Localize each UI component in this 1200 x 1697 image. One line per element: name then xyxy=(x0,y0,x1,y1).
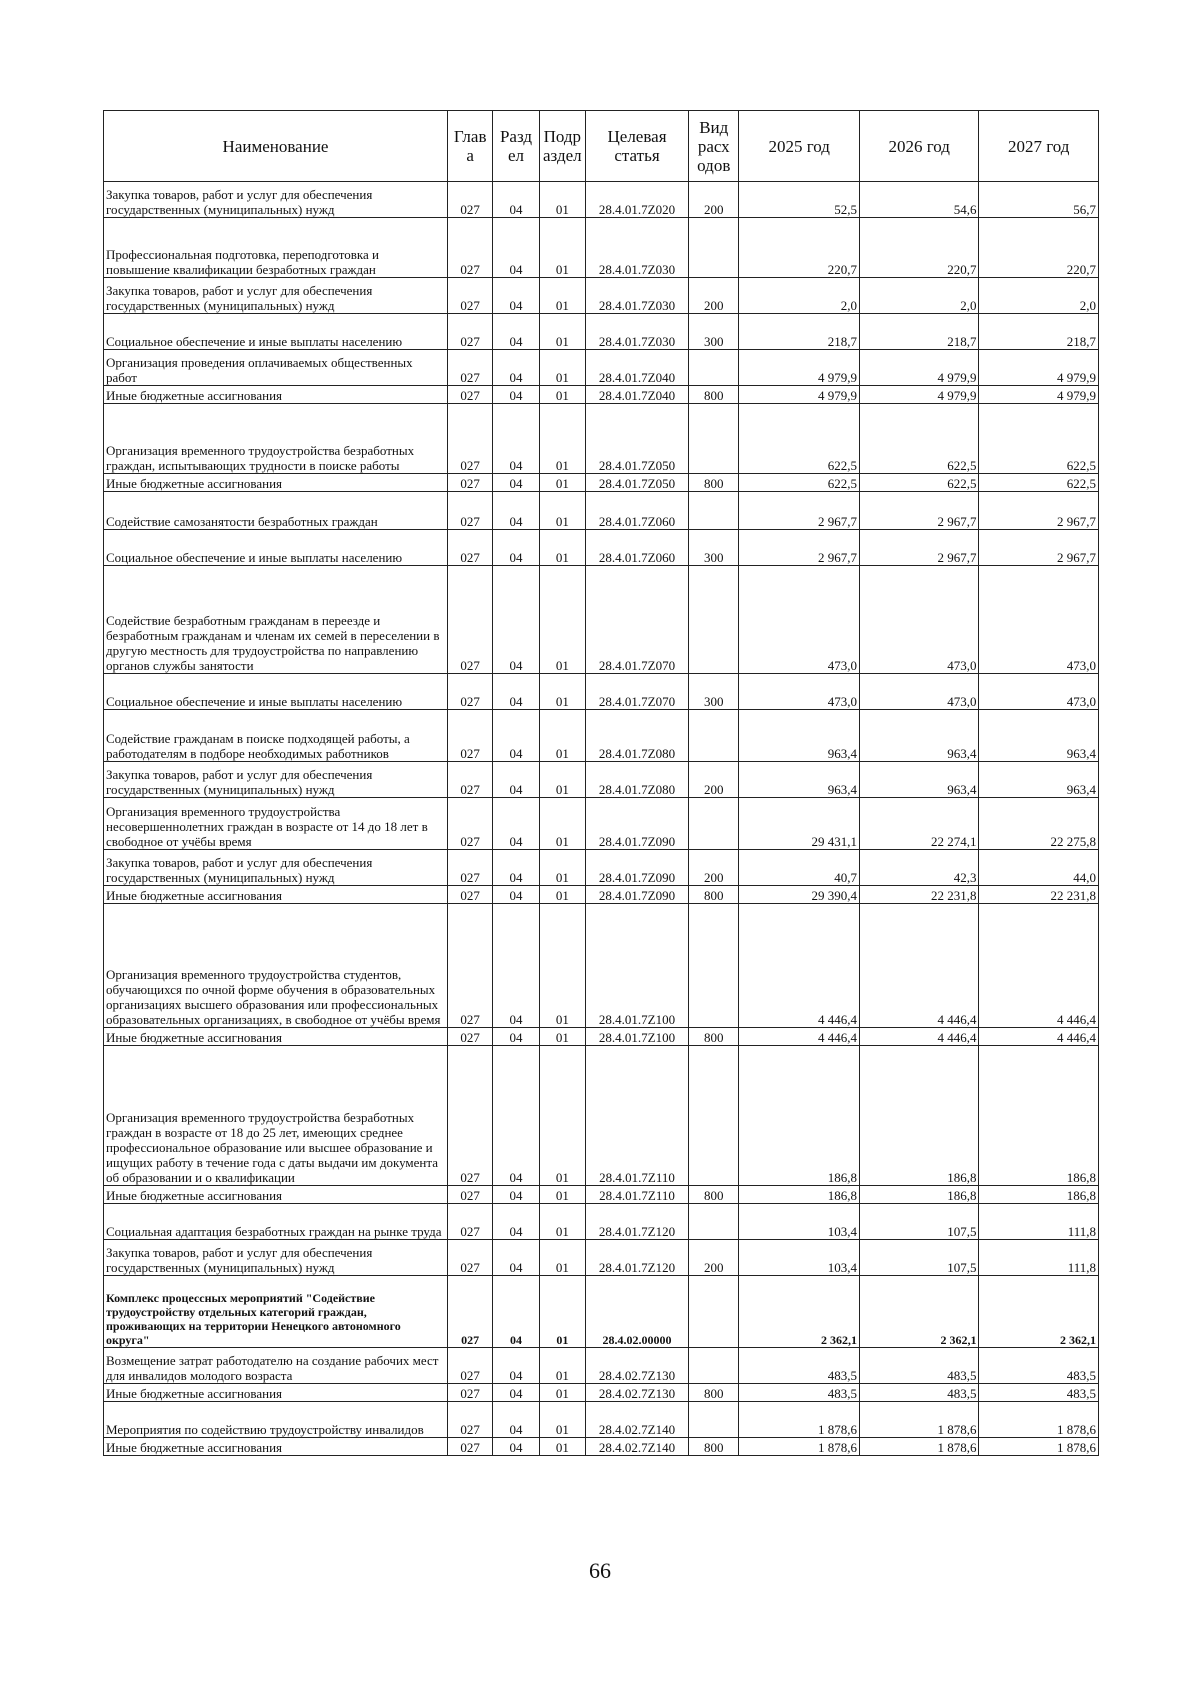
col-header-vid: Вид расх одов xyxy=(689,111,739,182)
row-vid: 200 xyxy=(689,278,739,314)
row-razdel: 04 xyxy=(493,850,539,886)
row-glava: 027 xyxy=(448,492,493,530)
row-name: Мероприятия по содействию трудоустройству инвалидов xyxy=(104,1402,448,1438)
table-row xyxy=(104,386,1099,404)
row-glava: 027 xyxy=(448,278,493,314)
row-razdel: 04 xyxy=(493,386,539,404)
table-row xyxy=(104,566,1099,674)
row-name: Иные бюджетные ассигнования xyxy=(104,1438,448,1456)
row-value-2027: 622,5 xyxy=(979,404,1099,474)
row-vid xyxy=(689,710,739,762)
row-name: Иные бюджетные ассигнования xyxy=(104,886,448,904)
row-value-2025: 103,4 xyxy=(739,1204,860,1240)
row-value-2025: 186,8 xyxy=(739,1046,860,1186)
table-row xyxy=(104,182,1099,218)
table-row xyxy=(104,886,1099,904)
row-value-2027: 483,5 xyxy=(979,1384,1099,1402)
row-podrazdel: 01 xyxy=(539,904,585,1028)
row-name: Иные бюджетные ассигнования xyxy=(104,1384,448,1402)
col-header-2027: 2027 год xyxy=(979,111,1099,182)
table-row xyxy=(104,1204,1099,1240)
row-name: Содействие безработным гражданам в переезде и безработным гражданам и членам их семей в переселении в другую местность для трудоустройства по направлению органов службы занятости xyxy=(104,566,448,674)
row-glava: 027 xyxy=(448,1204,493,1240)
row-vid: 800 xyxy=(689,1438,739,1456)
row-name: Организация временного трудоустройства несовершеннолетних граждан в возрасте от 14 до 18 лет в свободное от учёбы время xyxy=(104,798,448,850)
row-razdel: 04 xyxy=(493,1402,539,1438)
row-value-2027: 22 275,8 xyxy=(979,798,1099,850)
table-row xyxy=(104,1028,1099,1046)
table-row xyxy=(104,278,1099,314)
row-value-2025: 483,5 xyxy=(739,1348,860,1384)
row-value-2027: 220,7 xyxy=(979,218,1099,278)
row-target: 28.4.01.7Z030 xyxy=(586,278,689,314)
row-name: Закупка товаров, работ и услуг для обеспечения государственных (муниципальных) нужд xyxy=(104,1240,448,1276)
row-podrazdel: 01 xyxy=(539,1186,585,1204)
table-row xyxy=(104,474,1099,492)
table-row xyxy=(104,1438,1099,1456)
row-razdel: 04 xyxy=(493,1046,539,1186)
row-name: Организация временного трудоустройства безработных граждан в возрасте от 18 до 25 лет, имеющих среднее профессиональное образование или высшее образование и ищущих работу в течение года с даты выдачи им документа об образовании и о квалификации xyxy=(104,1046,448,1186)
row-vid: 200 xyxy=(689,762,739,798)
row-value-2027: 186,8 xyxy=(979,1046,1099,1186)
row-value-2025: 473,0 xyxy=(739,566,860,674)
col-header-2025: 2025 год xyxy=(739,111,860,182)
row-target: 28.4.02.00000 xyxy=(586,1276,689,1348)
row-value-2026: 2 362,1 xyxy=(859,1276,978,1348)
row-value-2026: 473,0 xyxy=(859,674,978,710)
row-podrazdel: 01 xyxy=(539,850,585,886)
row-vid: 300 xyxy=(689,674,739,710)
row-podrazdel: 01 xyxy=(539,1046,585,1186)
row-razdel: 04 xyxy=(493,1028,539,1046)
row-name: Социальное обеспечение и иные выплаты населению xyxy=(104,314,448,350)
table-row xyxy=(104,674,1099,710)
row-value-2027: 473,0 xyxy=(979,674,1099,710)
row-razdel: 04 xyxy=(493,1384,539,1402)
row-razdel: 04 xyxy=(493,674,539,710)
row-value-2026: 4 446,4 xyxy=(859,904,978,1028)
row-glava: 027 xyxy=(448,350,493,386)
table-row xyxy=(104,850,1099,886)
row-value-2025: 218,7 xyxy=(739,314,860,350)
row-podrazdel: 01 xyxy=(539,1402,585,1438)
row-podrazdel: 01 xyxy=(539,218,585,278)
row-name: Иные бюджетные ассигнования xyxy=(104,1186,448,1204)
row-value-2025: 622,5 xyxy=(739,404,860,474)
row-value-2025: 963,4 xyxy=(739,762,860,798)
row-razdel: 04 xyxy=(493,1186,539,1204)
row-podrazdel: 01 xyxy=(539,762,585,798)
row-vid xyxy=(689,1276,739,1348)
row-name: Социальная адаптация безработных граждан на рынке труда xyxy=(104,1204,448,1240)
row-vid: 300 xyxy=(689,530,739,566)
row-name: Закупка товаров, работ и услуг для обеспечения государственных (муниципальных) нужд xyxy=(104,278,448,314)
row-value-2025: 1 878,6 xyxy=(739,1402,860,1438)
row-vid xyxy=(689,404,739,474)
row-vid xyxy=(689,1402,739,1438)
row-value-2025: 29 390,4 xyxy=(739,886,860,904)
row-podrazdel: 01 xyxy=(539,1348,585,1384)
row-podrazdel: 01 xyxy=(539,492,585,530)
row-value-2026: 186,8 xyxy=(859,1046,978,1186)
row-target: 28.4.01.7Z120 xyxy=(586,1204,689,1240)
row-value-2026: 22 231,8 xyxy=(859,886,978,904)
row-name: Организация временного трудоустройства безработных граждан, испытывающих трудности в поиске работы xyxy=(104,404,448,474)
row-name: Иные бюджетные ассигнования xyxy=(104,386,448,404)
table-row xyxy=(104,1384,1099,1402)
row-glava: 027 xyxy=(448,218,493,278)
table-row xyxy=(104,1046,1099,1186)
row-value-2025: 186,8 xyxy=(739,1186,860,1204)
row-podrazdel: 01 xyxy=(539,314,585,350)
row-value-2025: 2,0 xyxy=(739,278,860,314)
row-target: 28.4.01.7Z110 xyxy=(586,1186,689,1204)
row-value-2025: 103,4 xyxy=(739,1240,860,1276)
row-target: 28.4.01.7Z110 xyxy=(586,1046,689,1186)
row-value-2027: 2 362,1 xyxy=(979,1276,1099,1348)
row-glava: 027 xyxy=(448,314,493,350)
row-vid: 300 xyxy=(689,314,739,350)
col-header-2026: 2026 год xyxy=(859,111,978,182)
row-razdel: 04 xyxy=(493,1240,539,1276)
table-row xyxy=(104,218,1099,278)
table-row xyxy=(104,710,1099,762)
row-value-2026: 2 967,7 xyxy=(859,530,978,566)
row-podrazdel: 01 xyxy=(539,710,585,762)
row-glava: 027 xyxy=(448,904,493,1028)
row-target: 28.4.01.7Z030 xyxy=(586,218,689,278)
row-razdel: 04 xyxy=(493,798,539,850)
table-row xyxy=(104,1402,1099,1438)
row-value-2027: 483,5 xyxy=(979,1348,1099,1384)
table-row xyxy=(104,1348,1099,1384)
row-glava: 027 xyxy=(448,386,493,404)
row-value-2027: 111,8 xyxy=(979,1204,1099,1240)
row-name: Профессиональная подготовка, переподготовка и повышение квалификации безработных граждан xyxy=(104,218,448,278)
row-vid: 200 xyxy=(689,850,739,886)
row-value-2026: 186,8 xyxy=(859,1186,978,1204)
page-number: 66 xyxy=(589,1558,611,1583)
row-value-2025: 4 979,9 xyxy=(739,350,860,386)
row-value-2025: 52,5 xyxy=(739,182,860,218)
row-razdel: 04 xyxy=(493,404,539,474)
row-value-2026: 483,5 xyxy=(859,1384,978,1402)
row-podrazdel: 01 xyxy=(539,1438,585,1456)
table-row xyxy=(104,492,1099,530)
row-glava: 027 xyxy=(448,1028,493,1046)
row-vid: 200 xyxy=(689,182,739,218)
row-value-2027: 111,8 xyxy=(979,1240,1099,1276)
budget-table xyxy=(103,110,1099,1456)
row-glava: 027 xyxy=(448,710,493,762)
row-target: 28.4.01.7Z100 xyxy=(586,904,689,1028)
row-value-2027: 2 967,7 xyxy=(979,530,1099,566)
row-target: 28.4.01.7Z080 xyxy=(586,762,689,798)
row-name: Возмещение затрат работодателю на создание рабочих мест для инвалидов молодого возраста xyxy=(104,1348,448,1384)
row-value-2025: 29 431,1 xyxy=(739,798,860,850)
row-value-2027: 4 979,9 xyxy=(979,386,1099,404)
row-name: Иные бюджетные ассигнования xyxy=(104,474,448,492)
row-value-2026: 54,6 xyxy=(859,182,978,218)
row-razdel: 04 xyxy=(493,278,539,314)
row-value-2027: 218,7 xyxy=(979,314,1099,350)
row-razdel: 04 xyxy=(493,182,539,218)
row-name: Организация временного трудоустройства студентов, обучающихся по очной форме обучения в образовательных организациях высшего образования или профессиональных образовательных организациях, в свободное от учёбы время xyxy=(104,904,448,1028)
row-target: 28.4.01.7Z120 xyxy=(586,1240,689,1276)
row-value-2026: 22 274,1 xyxy=(859,798,978,850)
row-razdel: 04 xyxy=(493,710,539,762)
row-value-2025: 2 967,7 xyxy=(739,530,860,566)
row-target: 28.4.02.7Z140 xyxy=(586,1438,689,1456)
row-vid: 800 xyxy=(689,886,739,904)
row-vid: 800 xyxy=(689,1186,739,1204)
row-name: Закупка товаров, работ и услуг для обеспечения государственных (муниципальных) нужд xyxy=(104,762,448,798)
row-value-2026: 2,0 xyxy=(859,278,978,314)
row-podrazdel: 01 xyxy=(539,1276,585,1348)
row-value-2027: 1 878,6 xyxy=(979,1402,1099,1438)
row-glava: 027 xyxy=(448,1276,493,1348)
row-target: 28.4.01.7Z080 xyxy=(586,710,689,762)
row-value-2026: 4 979,9 xyxy=(859,386,978,404)
table-row xyxy=(104,404,1099,474)
table-row xyxy=(104,314,1099,350)
row-target: 28.4.02.7Z130 xyxy=(586,1384,689,1402)
row-razdel: 04 xyxy=(493,1204,539,1240)
row-razdel: 04 xyxy=(493,762,539,798)
row-value-2026: 42,3 xyxy=(859,850,978,886)
table-row xyxy=(104,530,1099,566)
row-name: Содействие самозанятости безработных граждан xyxy=(104,492,448,530)
row-name: Комплекс процессных мероприятий "Содействие трудоустройству отдельных категорий граждан, проживающих на территории Ненецкого автономного округа" xyxy=(104,1276,448,1348)
row-vid xyxy=(689,1348,739,1384)
row-razdel: 04 xyxy=(493,1438,539,1456)
row-razdel: 04 xyxy=(493,530,539,566)
col-header-glava: Глав а xyxy=(448,111,493,182)
row-razdel: 04 xyxy=(493,1276,539,1348)
row-value-2025: 1 878,6 xyxy=(739,1438,860,1456)
row-glava: 027 xyxy=(448,404,493,474)
row-value-2027: 963,4 xyxy=(979,762,1099,798)
row-value-2026: 483,5 xyxy=(859,1348,978,1384)
row-target: 28.4.01.7Z040 xyxy=(586,386,689,404)
table-row xyxy=(104,1186,1099,1204)
row-value-2025: 622,5 xyxy=(739,474,860,492)
row-name: Организация проведения оплачиваемых общественных работ xyxy=(104,350,448,386)
row-vid: 800 xyxy=(689,386,739,404)
row-glava: 027 xyxy=(448,886,493,904)
row-vid xyxy=(689,798,739,850)
row-podrazdel: 01 xyxy=(539,886,585,904)
row-value-2026: 1 878,6 xyxy=(859,1402,978,1438)
row-target: 28.4.01.7Z060 xyxy=(586,530,689,566)
row-podrazdel: 01 xyxy=(539,798,585,850)
col-header-podrazdel: Подр аздел xyxy=(539,111,585,182)
row-glava: 027 xyxy=(448,566,493,674)
row-podrazdel: 01 xyxy=(539,1384,585,1402)
row-name: Закупка товаров, работ и услуг для обеспечения государственных (муниципальных) нужд xyxy=(104,850,448,886)
row-value-2026: 220,7 xyxy=(859,218,978,278)
row-value-2026: 622,5 xyxy=(859,404,978,474)
row-target: 28.4.01.7Z070 xyxy=(586,566,689,674)
table-body xyxy=(104,182,1099,1456)
row-vid xyxy=(689,218,739,278)
row-value-2025: 40,7 xyxy=(739,850,860,886)
row-razdel: 04 xyxy=(493,904,539,1028)
row-vid xyxy=(689,350,739,386)
row-razdel: 04 xyxy=(493,474,539,492)
row-value-2025: 4 446,4 xyxy=(739,904,860,1028)
row-target: 28.4.01.7Z050 xyxy=(586,474,689,492)
row-podrazdel: 01 xyxy=(539,278,585,314)
row-value-2026: 963,4 xyxy=(859,710,978,762)
row-vid xyxy=(689,1046,739,1186)
table-row xyxy=(104,798,1099,850)
row-target: 28.4.01.7Z060 xyxy=(586,492,689,530)
row-podrazdel: 01 xyxy=(539,182,585,218)
row-value-2025: 483,5 xyxy=(739,1384,860,1402)
row-glava: 027 xyxy=(448,1384,493,1402)
row-target: 28.4.01.7Z090 xyxy=(586,850,689,886)
row-vid xyxy=(689,492,739,530)
row-value-2025: 963,4 xyxy=(739,710,860,762)
row-value-2027: 4 446,4 xyxy=(979,1028,1099,1046)
row-vid: 800 xyxy=(689,474,739,492)
row-value-2027: 22 231,8 xyxy=(979,886,1099,904)
row-razdel: 04 xyxy=(493,492,539,530)
row-name: Социальное обеспечение и иные выплаты населению xyxy=(104,530,448,566)
row-vid: 800 xyxy=(689,1384,739,1402)
row-razdel: 04 xyxy=(493,350,539,386)
row-value-2025: 473,0 xyxy=(739,674,860,710)
row-value-2027: 44,0 xyxy=(979,850,1099,886)
row-value-2025: 4 446,4 xyxy=(739,1028,860,1046)
row-value-2027: 186,8 xyxy=(979,1186,1099,1204)
row-razdel: 04 xyxy=(493,566,539,674)
row-name: Содействие гражданам в поиске подходящей работы, а работодателям в подборе необходимых работников xyxy=(104,710,448,762)
row-value-2027: 56,7 xyxy=(979,182,1099,218)
table-row xyxy=(104,1276,1099,1348)
col-header-razdel: Разд ел xyxy=(493,111,539,182)
row-target: 28.4.02.7Z140 xyxy=(586,1402,689,1438)
row-value-2027: 4 446,4 xyxy=(979,904,1099,1028)
row-value-2027: 1 878,6 xyxy=(979,1438,1099,1456)
row-value-2027: 2,0 xyxy=(979,278,1099,314)
row-value-2027: 473,0 xyxy=(979,566,1099,674)
row-target: 28.4.01.7Z100 xyxy=(586,1028,689,1046)
row-value-2026: 218,7 xyxy=(859,314,978,350)
row-value-2027: 2 967,7 xyxy=(979,492,1099,530)
row-value-2025: 220,7 xyxy=(739,218,860,278)
table-row xyxy=(104,1240,1099,1276)
row-name: Закупка товаров, работ и услуг для обеспечения государственных (муниципальных) нужд xyxy=(104,182,448,218)
row-value-2025: 2 967,7 xyxy=(739,492,860,530)
table-header xyxy=(104,111,1099,182)
row-value-2026: 107,5 xyxy=(859,1240,978,1276)
col-header-name: Наименование xyxy=(104,111,448,182)
row-glava: 027 xyxy=(448,530,493,566)
row-razdel: 04 xyxy=(493,886,539,904)
row-value-2027: 963,4 xyxy=(979,710,1099,762)
row-razdel: 04 xyxy=(493,218,539,278)
row-glava: 027 xyxy=(448,1240,493,1276)
row-podrazdel: 01 xyxy=(539,386,585,404)
row-glava: 027 xyxy=(448,850,493,886)
row-glava: 027 xyxy=(448,1348,493,1384)
row-vid: 800 xyxy=(689,1028,739,1046)
row-value-2026: 4 979,9 xyxy=(859,350,978,386)
row-podrazdel: 01 xyxy=(539,1240,585,1276)
row-value-2026: 622,5 xyxy=(859,474,978,492)
row-value-2026: 1 878,6 xyxy=(859,1438,978,1456)
row-podrazdel: 01 xyxy=(539,474,585,492)
row-target: 28.4.01.7Z070 xyxy=(586,674,689,710)
row-target: 28.4.01.7Z040 xyxy=(586,350,689,386)
row-target: 28.4.01.7Z090 xyxy=(586,798,689,850)
row-name: Социальное обеспечение и иные выплаты населению xyxy=(104,674,448,710)
row-value-2026: 4 446,4 xyxy=(859,1028,978,1046)
row-glava: 027 xyxy=(448,762,493,798)
row-target: 28.4.01.7Z050 xyxy=(586,404,689,474)
table-row xyxy=(104,350,1099,386)
row-podrazdel: 01 xyxy=(539,566,585,674)
row-value-2026: 107,5 xyxy=(859,1204,978,1240)
row-glava: 027 xyxy=(448,474,493,492)
row-podrazdel: 01 xyxy=(539,350,585,386)
row-vid xyxy=(689,566,739,674)
row-name: Иные бюджетные ассигнования xyxy=(104,1028,448,1046)
row-target: 28.4.01.7Z020 xyxy=(586,182,689,218)
row-glava: 027 xyxy=(448,798,493,850)
row-value-2027: 622,5 xyxy=(979,474,1099,492)
row-vid xyxy=(689,1204,739,1240)
row-value-2026: 473,0 xyxy=(859,566,978,674)
row-glava: 027 xyxy=(448,1186,493,1204)
row-razdel: 04 xyxy=(493,1348,539,1384)
row-podrazdel: 01 xyxy=(539,404,585,474)
row-vid: 200 xyxy=(689,1240,739,1276)
col-header-target: Целевая статья xyxy=(586,111,689,182)
row-razdel: 04 xyxy=(493,314,539,350)
table-row xyxy=(104,904,1099,1028)
table-row xyxy=(104,762,1099,798)
row-vid xyxy=(689,904,739,1028)
row-glava: 027 xyxy=(448,1046,493,1186)
row-glava: 027 xyxy=(448,674,493,710)
row-target: 28.4.01.7Z030 xyxy=(586,314,689,350)
row-target: 28.4.01.7Z090 xyxy=(586,886,689,904)
row-podrazdel: 01 xyxy=(539,1028,585,1046)
row-podrazdel: 01 xyxy=(539,674,585,710)
row-podrazdel: 01 xyxy=(539,530,585,566)
row-value-2026: 2 967,7 xyxy=(859,492,978,530)
row-value-2025: 2 362,1 xyxy=(739,1276,860,1348)
row-glava: 027 xyxy=(448,1438,493,1456)
row-target: 28.4.02.7Z130 xyxy=(586,1348,689,1384)
row-podrazdel: 01 xyxy=(539,1204,585,1240)
row-value-2027: 4 979,9 xyxy=(979,350,1099,386)
row-value-2025: 4 979,9 xyxy=(739,386,860,404)
row-glava: 027 xyxy=(448,182,493,218)
row-glava: 027 xyxy=(448,1402,493,1438)
row-value-2026: 963,4 xyxy=(859,762,978,798)
